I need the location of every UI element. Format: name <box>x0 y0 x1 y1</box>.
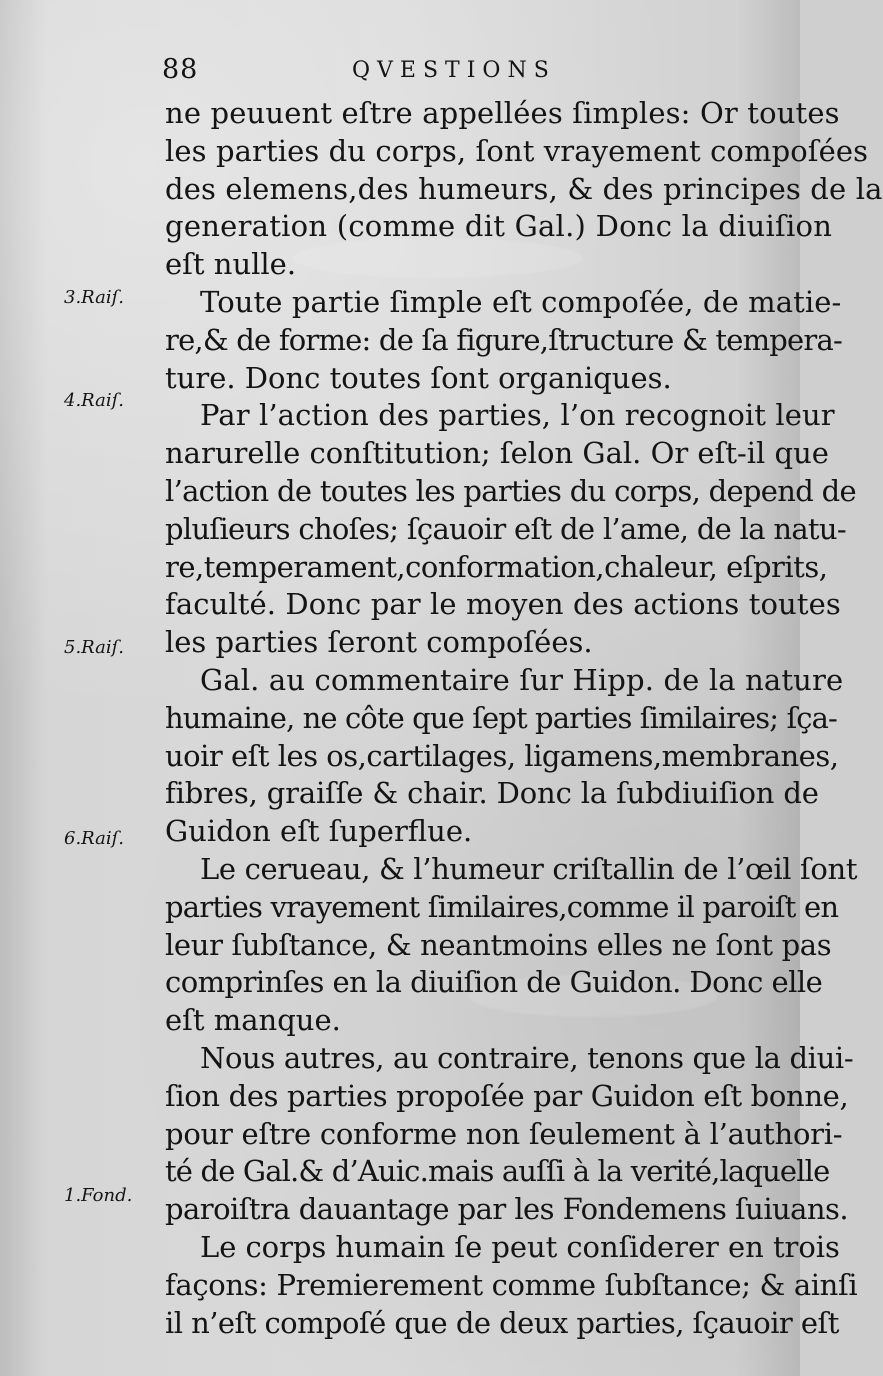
text-line: Le cerueau, & l’humeur criſtallin de l’œil ſont <box>200 851 858 886</box>
text-line: eſt nulle. <box>165 247 297 282</box>
text-line: Nous autres, au contraire, tenons que la diui- <box>200 1040 854 1075</box>
text-line: comprinſes en la diuiſion de Guidon. Donc elle <box>165 965 823 1000</box>
text-line: té de Gal.& d’Auic.mais auſſi à la verité,laquelle <box>165 1154 830 1189</box>
margin-note: 6.Raiſ. <box>64 828 125 849</box>
text-line: re,& de forme: de ſa figure,ſtructure & tempera- <box>165 322 842 357</box>
text-line: des elemens,des humeurs, & des principes de la <box>165 171 883 206</box>
text-line: leur ſubſtance, & neantmoins elles ne ſont pas <box>165 927 832 962</box>
text-line: Guidon eſt ſuperflue. <box>165 814 473 849</box>
text-line: pluſieurs choſes; ſçauoir eſt de l’ame, de la natu- <box>165 511 846 546</box>
text-line: uoir eſt les os,cartilages, ligamens,membranes, <box>165 738 839 773</box>
margin-note: 1.Fond. <box>64 1185 133 1206</box>
text-line: pour eſtre conforme non ſeulement à l’authori- <box>165 1116 843 1151</box>
text-line: Par l’action des parties, l’on recognoit leur <box>200 398 835 433</box>
text-line: humaine, ne côte que ſept parties ſimilaires; ſça- <box>165 700 837 735</box>
text-line: generation (comme dit Gal.) Donc la diuiſion <box>165 209 833 244</box>
margin-note: 4.Raiſ. <box>64 390 125 411</box>
page-header <box>162 56 602 96</box>
text-line: paroiſtra dauantage par les Fondemens ſuiuans. <box>165 1192 849 1227</box>
text-line: les parties du corps, ſont vrayement compoſées <box>165 133 869 168</box>
text-line: ne peuuent eſtre appellées ſimples: Or toutes <box>165 96 840 130</box>
text-line: façons: Premierement comme ſubſtance; & ainſi <box>165 1267 858 1302</box>
text-line: ture. Donc toutes ſont organiques. <box>165 360 672 395</box>
text-line: il n’eſt compoſé que de deux parties, ſçauoir eſt <box>165 1305 839 1340</box>
text-line: Gal. au commentaire ſur Hipp. de la nature <box>200 662 844 697</box>
text-line: Le corps humain ſe peut conſiderer en trois <box>200 1229 840 1264</box>
margin-note: 3.Raiſ. <box>64 287 125 308</box>
running-head: QVESTIONS <box>352 58 556 83</box>
text-line: narurelle conſtitution; ſelon Gal. Or eſt-il que <box>165 436 829 471</box>
margin-note: 5.Raiſ. <box>64 637 125 658</box>
page-number: 88 <box>162 54 199 85</box>
text-line: ſion des parties propoſée par Guidon eſt bonne, <box>165 1078 849 1113</box>
text-line: Toute partie ſimple eſt compoſée, de matie- <box>200 284 842 319</box>
text-line: re,temperament,conformation,chaleur, eſprits, <box>165 549 828 584</box>
text-line: l’action de toutes les parties du corps, depend de <box>165 473 856 508</box>
text-line: faculté. Donc par le moyen des actions toutes <box>165 587 841 622</box>
main-text-column <box>165 95 883 1342</box>
text-line: parties vrayement ſimilaires,comme il paroiſt en <box>165 889 839 924</box>
text-line: les parties ſeront compoſées. <box>165 625 593 660</box>
text-line: eſt manque. <box>165 1003 341 1038</box>
text-line: fibres, graiſſe & chair. Donc la ſubdiuiſion de <box>165 776 819 811</box>
